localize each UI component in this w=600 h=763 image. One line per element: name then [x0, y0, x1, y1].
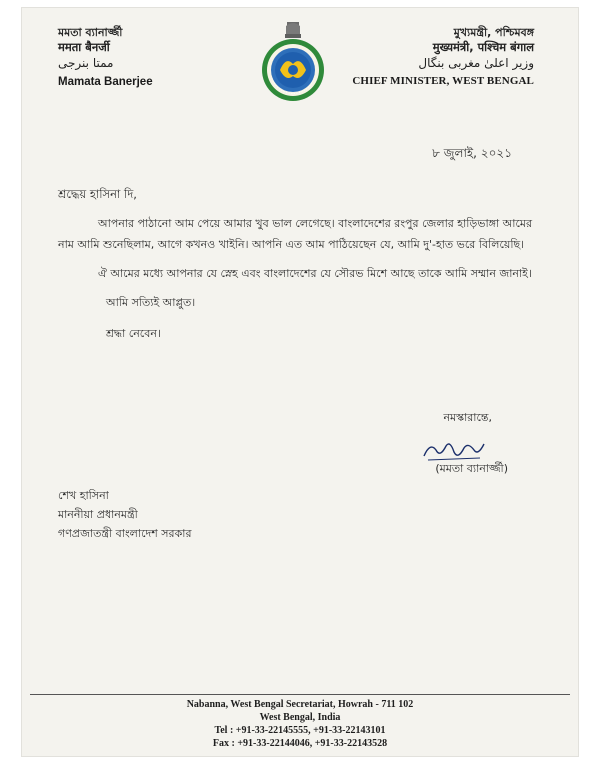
name-urdu: ممتا بنرجی [58, 56, 114, 71]
state-emblem-icon [258, 20, 328, 104]
letterhead-name-block [58, 26, 153, 90]
letter-body [58, 213, 546, 354]
paragraph: আপনার পাঠানো আম পেয়ে আমার খুব ভাল লেগেছে। বাংলাদেশের রংপুর জেলার হাড়িভাঙ্গা আমের নাম আমি শুনেছিলাম, আগে কখনও খাইনি। আপনি এত আম পাঠিয়েছেন যে, আমি দু'-হাত ভরে বিলিয়েছি। [58, 217, 533, 251]
name-bengali: মমতা ব্যানার্জ্জী [58, 26, 123, 39]
addressee-government: গণপ্রজাতন্ত্রী বাংলাদেশ সরকার [58, 527, 192, 540]
footer-address-line: Nabanna, West Bengal Secretariat, Howrah - 711 102 [186, 699, 414, 710]
footer-tel: Tel : +91-33-22145555, +91-33-22143101 [214, 725, 386, 736]
addressee-block [58, 486, 192, 543]
footer-divider [30, 694, 570, 695]
addressee-title: মাননীয়া প্রধানমন্ত্রী [58, 508, 138, 521]
letterhead-title-block [352, 26, 534, 89]
signatory-name: (মমতা ব্যানার্জ্জী) [435, 462, 508, 475]
salutation: শ্রদ্ধেয় হাসিনা দি, [58, 187, 137, 201]
footer-address [22, 698, 578, 750]
footer-fax: Fax : +91-33-22144046, +91-33-22143528 [212, 738, 388, 749]
title-bengali: মুখ্যমন্ত্রী, পশ্চিমবঙ্গ [453, 26, 534, 39]
title-english: CHIEF MINISTER, WEST BENGAL [352, 75, 534, 88]
title-urdu: وزیر اعلیٰ مغربی بنگال [418, 56, 534, 71]
paragraph: ঐ আমের মধ্যে আপনার যে স্নেহ এবং বাংলাদেশের যে সৌরভ মিশে আছে তাকে আমি সম্মান জানাই। [98, 267, 532, 280]
name-hindi: ममता बैनर्जी [58, 39, 110, 54]
footer-address-line: West Bengal, India [259, 712, 341, 723]
closing: নমস্কারান্তে, [443, 411, 492, 424]
addressee-name: শেখ হাসিনা [58, 489, 109, 502]
paragraph: শ্রদ্ধা নেবেন। [106, 327, 161, 340]
paragraph: আমি সত্যিই আপ্লুত। [106, 296, 196, 309]
letter-date: ৮ জুলাই, ২০২১ [432, 146, 512, 160]
name-english: Mamata Banerjee [58, 76, 153, 89]
letter-sheet [22, 8, 578, 756]
title-hindi: मुख्यमंत्री, पश्चिम बंगाल [432, 39, 534, 54]
